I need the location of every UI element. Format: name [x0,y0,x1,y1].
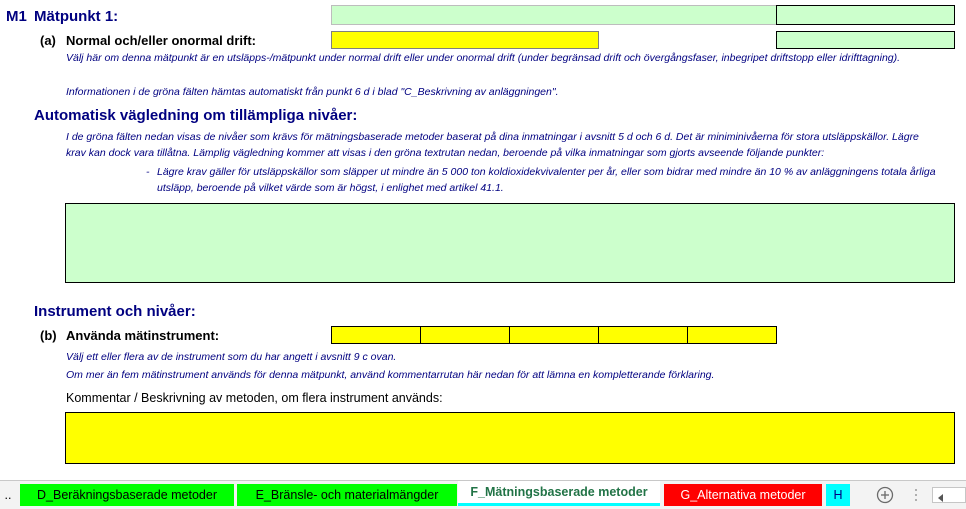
vertical-dots-icon[interactable] [912,487,920,503]
comment-label: Kommentar / Beskrivning av metoden, om flera instrument används: [66,391,443,405]
instrument-select-1[interactable] [331,326,421,344]
instrument-select-5[interactable] [687,326,777,344]
guidance-bullet: Lägre krav gäller för utsläppskällor som släpper ut mindre än 5 000 ton koldioxidekvivalenter per år, eller som bidrar med mindre än 10 % av anläggningens totala årliga utsläpp, beroende på vilket värde som är högst, i enlighet med artikel 41.1. [157,166,936,194]
instruments-heading: Instrument och nivåer: [34,303,196,320]
section-code: M1 [6,8,27,25]
instrument-select-3[interactable] [509,326,599,344]
guidance-textbox [65,203,955,283]
item-a-letter: (a) [40,33,56,48]
instrument-select-2[interactable] [420,326,510,344]
item-a-label: Normal och/eller onormal drift: [66,33,256,48]
sheet-tab-h[interactable]: H [826,484,850,506]
operation-type-select[interactable] [331,31,599,49]
guidance-bullet-dash: - [146,166,150,178]
guidance-heading: Automatisk vägledning om tillämpliga nivåer: [34,107,358,124]
item-b-letter: (b) [40,328,57,343]
instruments-note1: Välj ett eller flera av de instrument som du har angett i avsnitt 9 c ovan. [66,351,397,363]
instrument-select-4[interactable] [598,326,688,344]
instruments-note2: Om mer än fem mätinstrument används för denna mätpunkt, använd kommentarrutan här nedan för att lämna en kompletterande förklaring. [66,369,715,381]
item-a-note2: Informationen i de gröna fälten hämtas automatiskt från punkt 6 d i blad "C_Beskrivning av anläggningen". [66,86,559,98]
sheet-tab-overflow[interactable]: .. [0,484,16,506]
measuring-point-ref-field[interactable] [776,5,955,25]
operation-type-auto-field [776,31,955,49]
item-a-note1: Välj här om denna mätpunkt är en utsläpps-/mätpunkt under normal drift eller under onormal drift (under begränsad drift och övergångsfaser, inbegripet driftstopp eller idrifttagning). [66,52,901,64]
sheet-tab-d[interactable]: D_Beräkningsbaserade metoder [20,484,234,506]
comment-textbox[interactable] [65,412,955,464]
sheet-tab-f-active[interactable]: F_Mätningsbaserade metoder [458,481,660,506]
item-b-label: Använda mätinstrument: [66,328,220,343]
horizontal-scrollbar[interactable] [932,487,966,503]
sheet-tab-bar [0,480,966,509]
measuring-point-name-field[interactable] [331,5,777,25]
caret-left-icon[interactable] [936,490,946,508]
section-title: Mätpunkt 1: [34,8,119,25]
sheet-tab-g[interactable]: G_Alternativa metoder [664,484,822,506]
guidance-text: I de gröna fälten nedan visas de nivåer som krävs för mätningsbaserade metoder baserat på dina inmatningar i avsnitt 5 d och 6 d. Det är miniminivåerna för stora utsläppskällor. Lägre krav kan dock vara tillåtna. Lämplig vägledning kommer att visas i den gröna textrutan nedan, beroende på vilka inmatningar som gjorts avseende följande punkter: [66,131,919,159]
plus-circle-icon[interactable] [876,486,894,504]
sheet-tab-e[interactable]: E_Bränsle- och materialmängder [237,484,457,506]
